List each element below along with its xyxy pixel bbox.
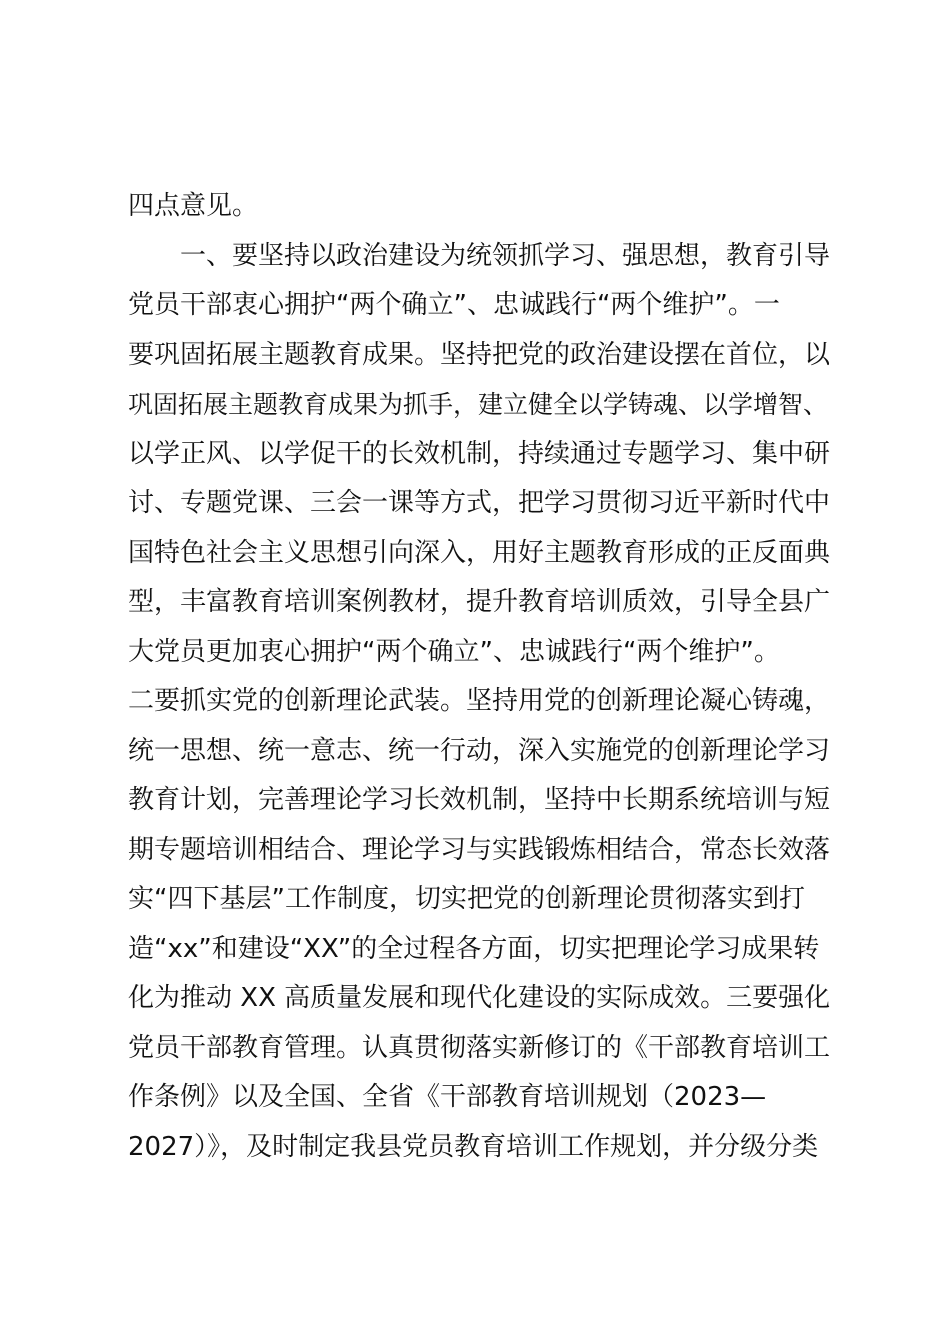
text-line: 讨、专题党课、三会一课等方式，把学习贯彻习近平新时代中 — [128, 488, 831, 518]
text-line: 四点意见。 — [128, 191, 259, 221]
body-text — [128, 182, 840, 1172]
text-line: 大党员更加衷心拥护“两个确立”、忠诚践行“两个维护”。 — [128, 636, 780, 667]
text-line: 实“四下基层”工作制度，切实把党的创新理论贯彻落实到打 — [128, 884, 805, 914]
text-line: 化为推动 XX 高质量发展和现代化建设的实际成效。三要强化 — [128, 983, 831, 1013]
text-line: 以学正风、以学促干的长效机制，持续通过专题学习、集中研 — [128, 438, 831, 469]
text-line: 2027）》，及时制定我县党员教育培训工作规划，并分级分类 — [128, 1131, 819, 1162]
text-line: 教育计划，完善理论学习长效机制，坚持中长期系统培训与短 — [128, 785, 831, 815]
text-line: 型，丰富教育培训案例教材，提升教育培训质效，引导全县广 — [128, 587, 831, 617]
text-line: 二要抓实党的创新理论武装。坚持用党的创新理论凝心铸魂， — [128, 686, 831, 716]
text-line: 党员干部衷心拥护“两个确立”、忠诚践行“两个维护”。一 — [128, 290, 780, 320]
text-line: 一、要坚持以政治建设为统领抓学习、强思想，教育引导 — [128, 240, 831, 271]
text-line: 造“xx”和建设“XX”的全过程各方面，切实把理论学习成果转 — [128, 933, 820, 964]
text-line: 巩固拓展主题教育成果为抓手，建立健全以学铸魂、以学增智、 — [128, 390, 829, 419]
text-line: 国特色社会主义思想引向深入，用好主题教育形成的正反面典 — [128, 537, 831, 568]
text-line: 党员干部教育管理。认真贯彻落实新修订的《干部教育培训工 — [128, 1032, 831, 1063]
text-line: 期专题培训相结合、理论学习与实践锻炼相结合，常态长效落 — [128, 834, 831, 865]
text-line: 统一思想、统一意志、统一行动，深入实施党的创新理论学习 — [128, 735, 831, 766]
text-line: 作条例》以及全国、全省《干部教育培训规划（2023— — [128, 1082, 767, 1112]
text-line: 要巩固拓展主题教育成果。坚持把党的政治建设摆在首位，以 — [128, 339, 831, 370]
